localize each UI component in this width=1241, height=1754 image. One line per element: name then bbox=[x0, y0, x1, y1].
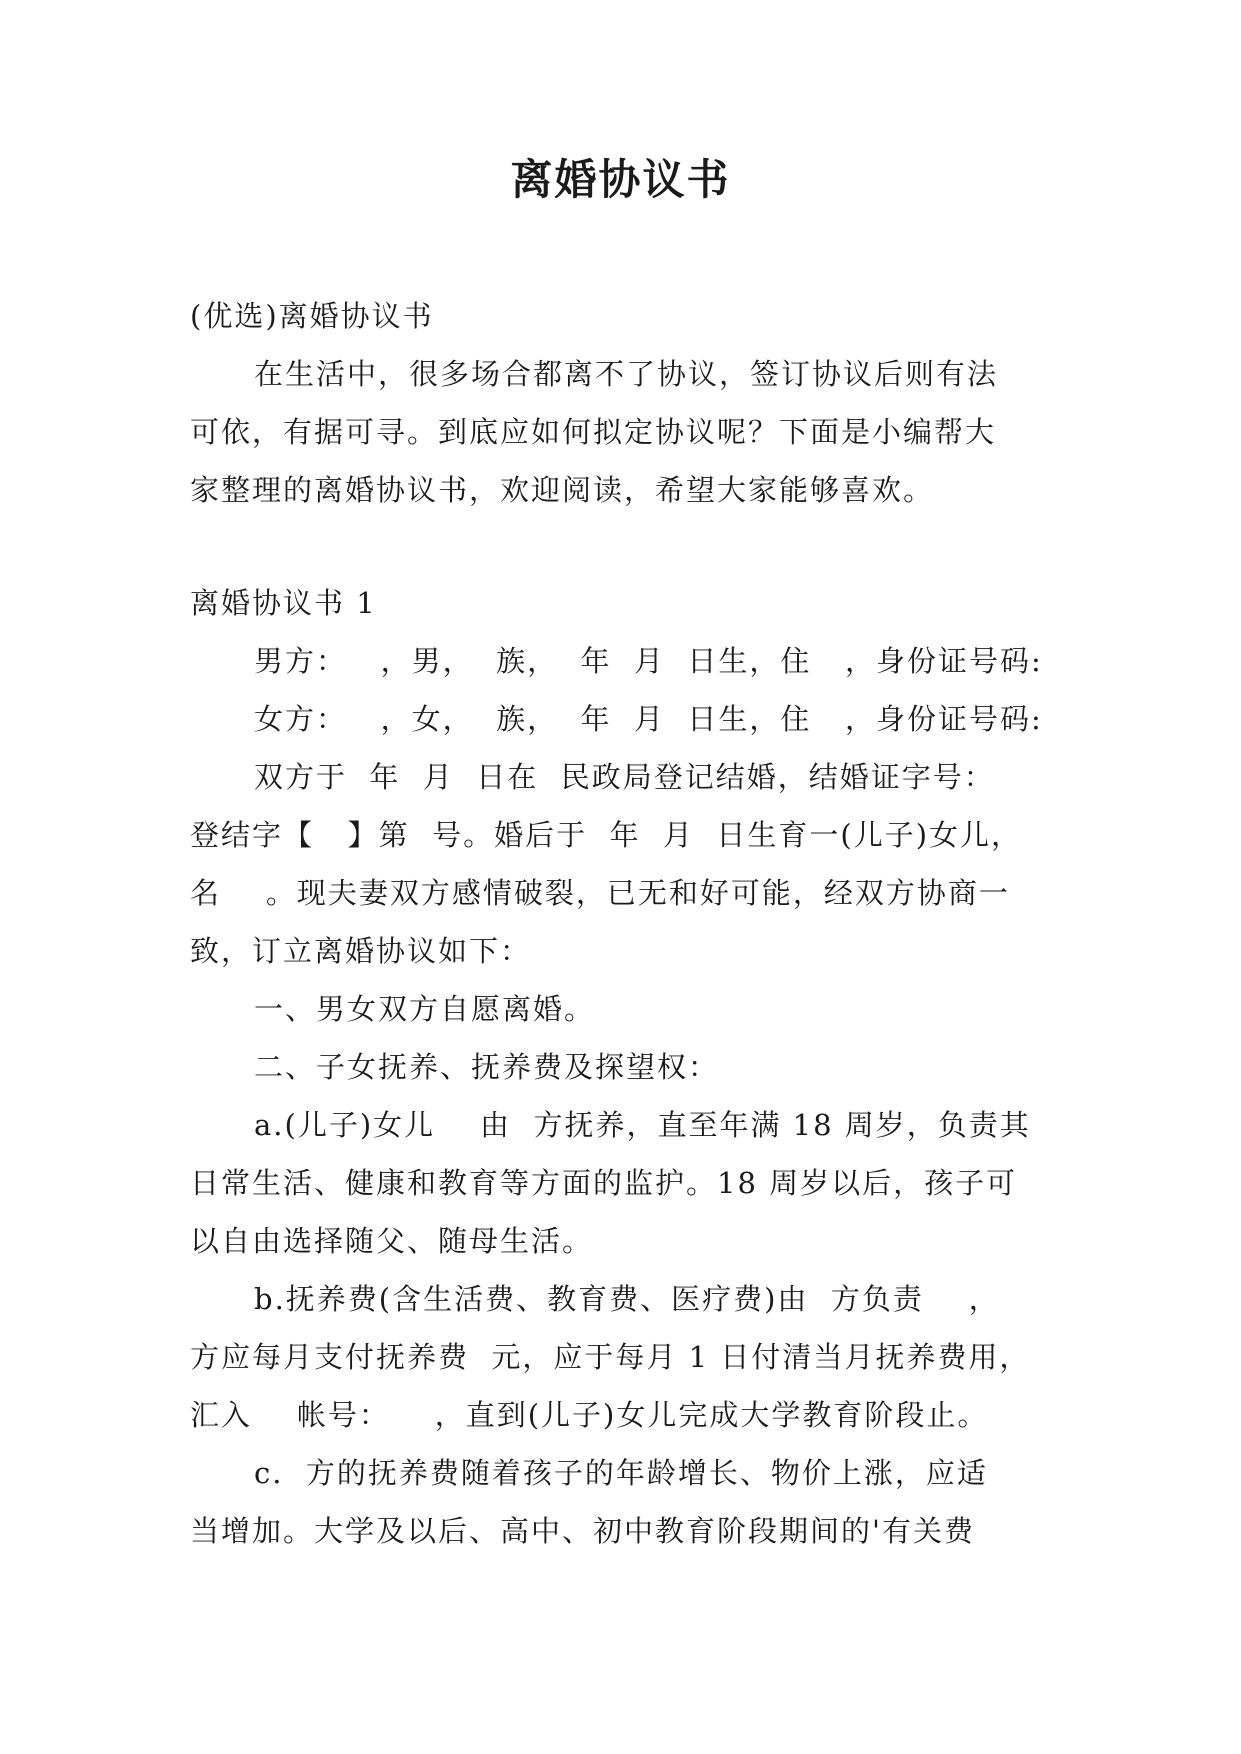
body-line: b.抚养费(含生活费、教育费、医疗费)由 方负责 ， bbox=[254, 1282, 1000, 1316]
section-heading: 离婚协议书 1 bbox=[190, 586, 377, 620]
intro-line: 在生活中，很多场合都离不了协议，签订协议后则有法 bbox=[254, 357, 999, 391]
body-line: c. 方的抚养费随着孩子的年龄增长、物价上涨，应适 bbox=[254, 1456, 988, 1490]
body-line: 登结字【 】第 号。婚后于 年 月 日生育一(儿子)女儿， bbox=[190, 818, 1023, 852]
body-line: 一、男女双方自愿离婚。 bbox=[254, 992, 596, 1026]
body-line: 女方： ，女， 族， 年 月 日生，住 ，身份证号码: bbox=[254, 702, 1043, 736]
body-line: 当增加。大学及以后、高中、初中教育阶段期间的'有关费 bbox=[190, 1514, 975, 1548]
document-subtitle: (优选)离婚协议书 bbox=[190, 299, 434, 333]
body-line: 男方： ，男， 族， 年 月 日生，住 ，身份证号码: bbox=[254, 644, 1043, 678]
body-line: 致，订立离婚协议如下： bbox=[190, 934, 532, 968]
body-line: a.(儿子)女儿 由 方抚养，直至年满 18 周岁，负责其 bbox=[254, 1108, 1031, 1142]
intro-line: 可依，有据可寻。到底应如何拟定协议呢？下面是小编帮大 bbox=[190, 415, 997, 449]
intro-line: 家整理的离婚协议书，欢迎阅读，希望大家能够喜欢。 bbox=[190, 473, 935, 507]
body-line: 汇入 帐号： ，直到(儿子)女儿完成大学教育阶段止。 bbox=[190, 1398, 989, 1432]
body-line: 日常生活、健康和教育等方面的监护。18 周岁以后，孩子可 bbox=[190, 1166, 1018, 1200]
body-line: 双方于 年 月 日在 民政局登记结婚，结婚证字号： bbox=[254, 760, 995, 794]
body-line: 名 。现夫妻双方感情破裂，已无和好可能，经双方协商一 bbox=[190, 876, 1010, 910]
body-line: 以自由选择随父、随母生活。 bbox=[190, 1224, 594, 1258]
body-line: 二、子女抚养、抚养费及探望权： bbox=[254, 1050, 720, 1084]
body-line: 方应每月支付抚养费 元，应于每月 1 日付清当月抚养费用， bbox=[190, 1340, 1031, 1374]
document-title: 离婚协议书 bbox=[510, 155, 731, 204]
